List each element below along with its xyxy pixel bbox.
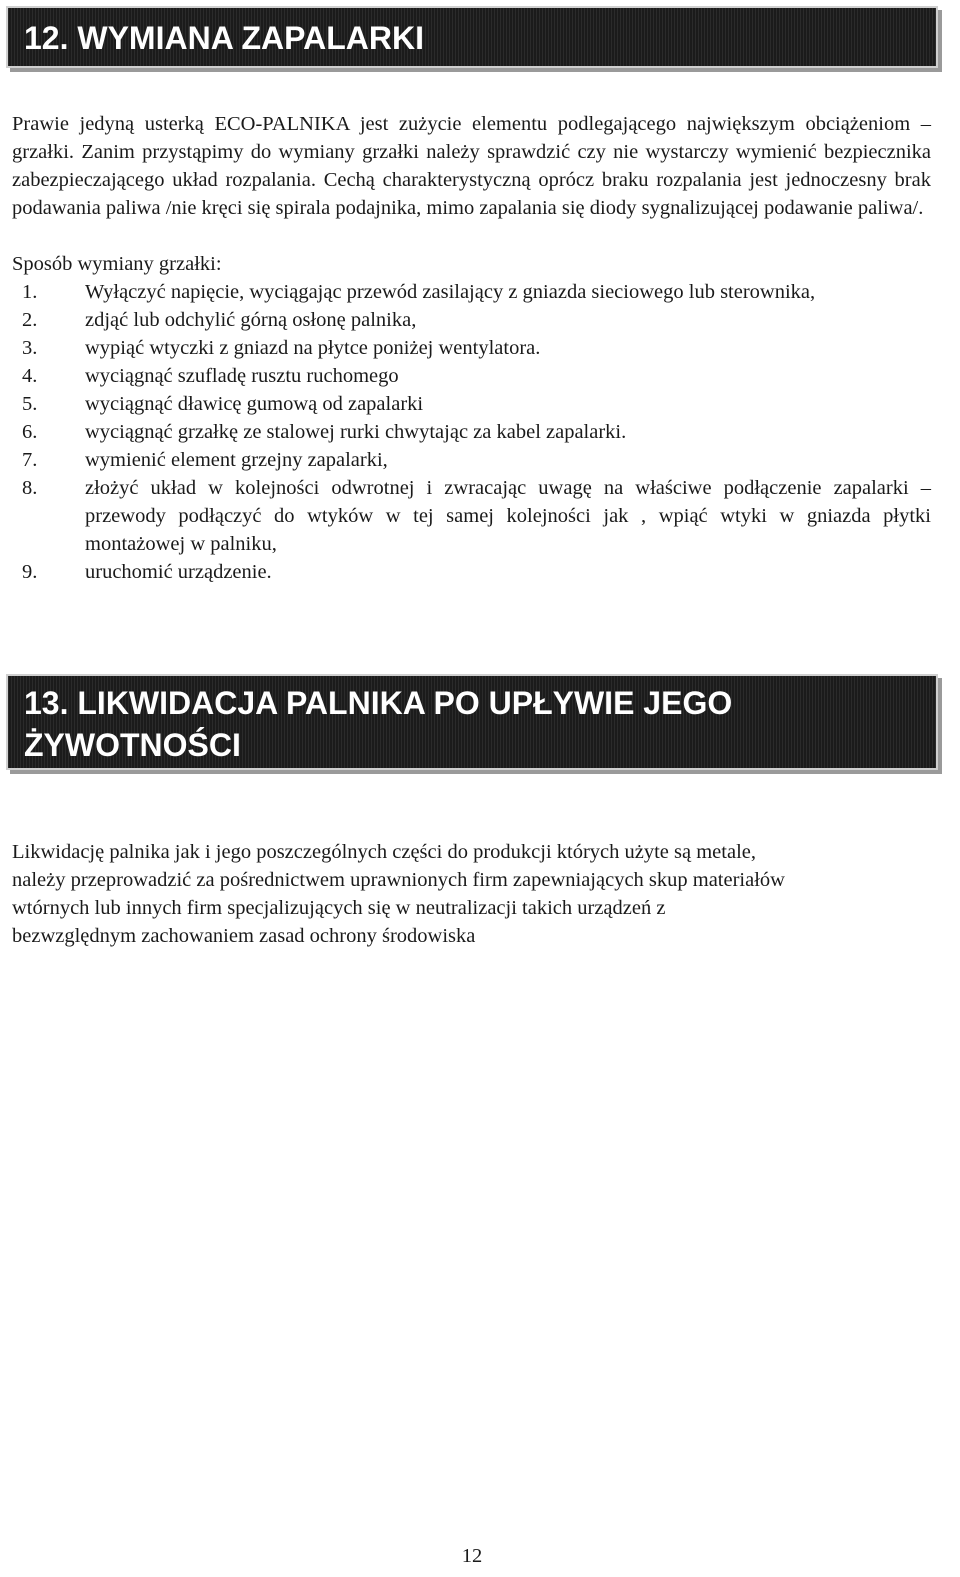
paragraph-line: wtórnych lub innych firm specjalizujących się w neutralizacji takich urządzeń z (12, 897, 666, 919)
section-12-heading-text: 12. WYMIANA ZAPALARKI (24, 20, 424, 56)
step-text: zdjąć lub odchylić górną osłonę palnika, (85, 309, 417, 331)
step-number: 4. (22, 365, 38, 387)
list-item (12, 558, 931, 586)
list-item (12, 474, 931, 558)
replacement-steps-list (12, 278, 931, 586)
step-text: złożyć układ w kolejności odwrotnej i zwracając uwagę na właściwe podłączenie zapalarki – przewody podłączyć do wtyków w tej samej kolejności jak , wpiąć wtyki w gniazda płytki montażowej w palniku, (85, 477, 931, 555)
list-item (12, 278, 931, 306)
step-number: 7. (22, 449, 38, 471)
step-number: 1. (22, 281, 38, 303)
section-12-intro-paragraph: Prawie jedyną usterką ECO-PALNIKA jest zużycie elementu podlegającego największym obciążeniom – grzałki. Zanim przystąpimy do wymiany grzałki należy sprawdzić czy nie wystarczy wymienić bezpiecznika zabezpieczającego układ rozpalania. Cechą charakterystyczną oprócz braku rozpalania jest jednoczesny brak podawania paliwa /nie kręci się spirala podajnika, mimo zapalania się diody sygnalizującej podawanie paliwa/. (12, 113, 931, 219)
list-item (12, 390, 931, 418)
list-item (12, 418, 931, 446)
step-number: 2. (22, 309, 38, 331)
steps-title: Sposób wymiany grzałki: (12, 253, 222, 275)
paragraph-line: bezwzględnym zachowaniem zasad ochrony środowiska (12, 925, 476, 947)
step-text: uruchomić urządzenie. (85, 561, 272, 583)
list-item (12, 446, 931, 474)
step-number: 6. (22, 421, 38, 443)
step-text: Wyłączyć napięcie, wyciągając przewód zasilający z gniazda sieciowego lub sterownika, (85, 281, 816, 303)
step-text: wyciągnąć szufladę rusztu ruchomego (85, 365, 399, 387)
step-text: wyciągnąć grzałkę ze stalowej rurki chwytając za kabel zapalarki. (85, 421, 627, 443)
paragraph-line: należy przeprowadzić za pośrednictwem uprawnionych firm zapewniających skup materiałów (12, 869, 785, 891)
section-12-heading (6, 6, 938, 68)
paragraph-line: Likwidację palnika jak i jego poszczególnych części do produkcji których użyte są metale, (12, 841, 756, 863)
section-13-heading-line-1: 13. LIKWIDACJA PALNIKA PO UPŁYWIE JEGO (24, 685, 733, 721)
step-number: 5. (22, 393, 38, 415)
step-text: wymienić element grzejny zapalarki, (85, 449, 388, 471)
section-13-heading (6, 674, 938, 770)
list-item (12, 306, 931, 334)
step-number: 3. (22, 337, 38, 359)
step-text: wypiąć wtyczki z gniazd na płytce poniżej wentylatora. (85, 337, 541, 359)
step-number: 9. (22, 561, 38, 583)
step-text: wyciągnąć dławicę gumową od zapalarki (85, 393, 424, 415)
section-13-paragraph (12, 838, 931, 950)
step-number: 8. (22, 477, 38, 499)
page-number: 12 (461, 1545, 483, 1567)
section-13-heading-line-2: ŻYWOTNOŚCI (24, 727, 241, 763)
list-item (12, 334, 931, 362)
list-item (12, 362, 931, 390)
